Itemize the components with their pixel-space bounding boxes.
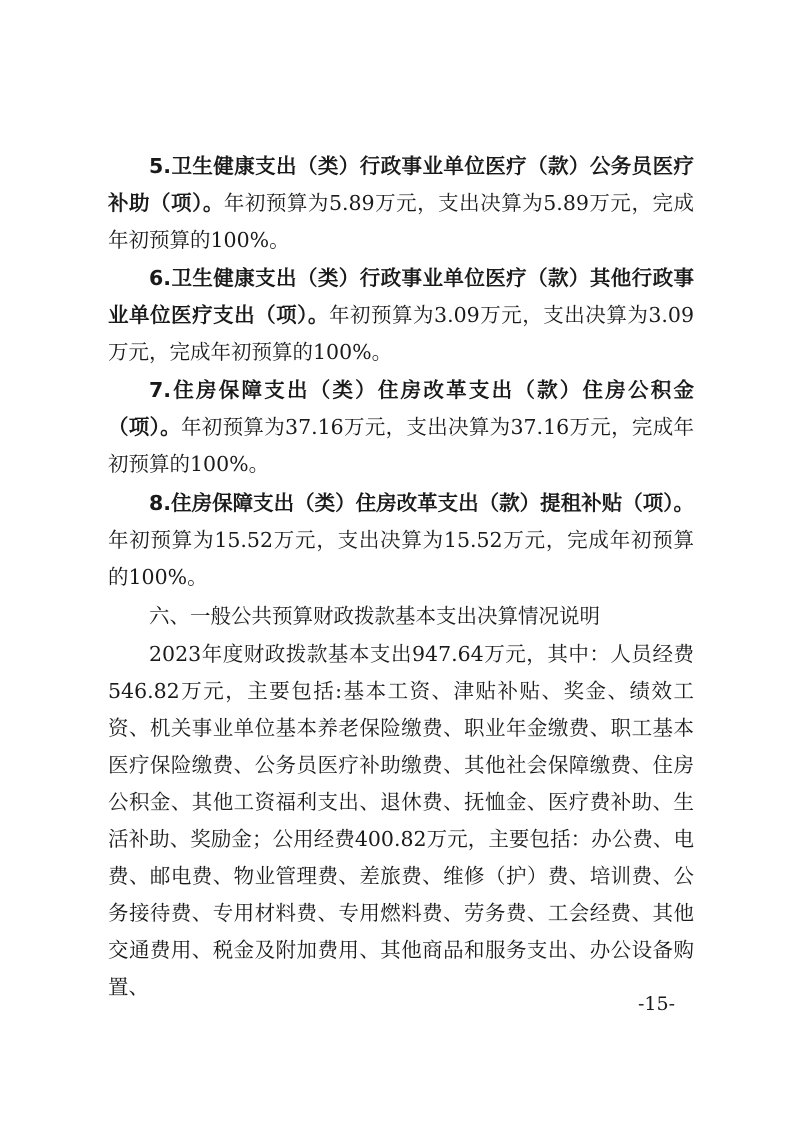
- item-7-paragraph: [108, 372, 694, 483]
- item-7-body: 年初预算为37.16万元，支出决算为37.16万元，完成年初预算的100%。: [108, 415, 695, 476]
- item-5-heading: 5.卫生健康支出（类）行政事业单位医疗（款）公务员医疗补助（项）。: [108, 154, 694, 215]
- item-8-paragraph: [108, 485, 694, 596]
- item-6-body: 年初预算为3.09万元，支出决算为3.09万元，完成年初预算的100%。: [108, 303, 694, 364]
- page-number: -15-: [638, 993, 676, 1015]
- item-7-heading: 7.住房保障支出（类）住房改革支出（款）住房公积金（项）。: [108, 378, 694, 439]
- item-8-heading: 8.住房保障支出（类）住房改革支出（款）提租补贴（项）。: [149, 491, 694, 515]
- section-body: 2023年度财政拨款基本支出947.64万元，其中：人员经费546.82万元，主要包括:基本工资、津贴补贴、奖金、绩效工资、机关事业单位基本养老保险缴费、职业年金缴费、职工基本医疗保险缴费、公务员医疗补助缴费、其他社会保障缴费、住房公积金、其他工资福利支出、退休费、抚恤金、医疗费补助、生活补助、奖励金；公用经费400.82万元，主要包括：办公费、电费、邮电费、物业管理费、差旅费、维修（护）费、培训费、公务接待费、专用材料费、专用燃料费、劳务费、工会经费、其他交通费用、税金及附加费用、其他商品和服务支出、办公设备购置、: [108, 642, 694, 999]
- item-8-body: 年初预算为15.52万元，支出决算为15.52万元，完成年初预算的100%。: [108, 528, 694, 589]
- item-5-body: 年初预算为5.89万元，支出决算为5.89万元，完成年初预算的100%。: [108, 191, 694, 252]
- item-5-paragraph: [108, 148, 694, 259]
- item-6-heading: 6.卫生健康支出（类）行政事业单位医疗（款）其他行政事业单位医疗支出（项）。: [108, 266, 694, 327]
- item-6-paragraph: [108, 260, 694, 371]
- section-heading: 六、一般公共预算财政拨款基本支出决算情况说明: [149, 604, 600, 628]
